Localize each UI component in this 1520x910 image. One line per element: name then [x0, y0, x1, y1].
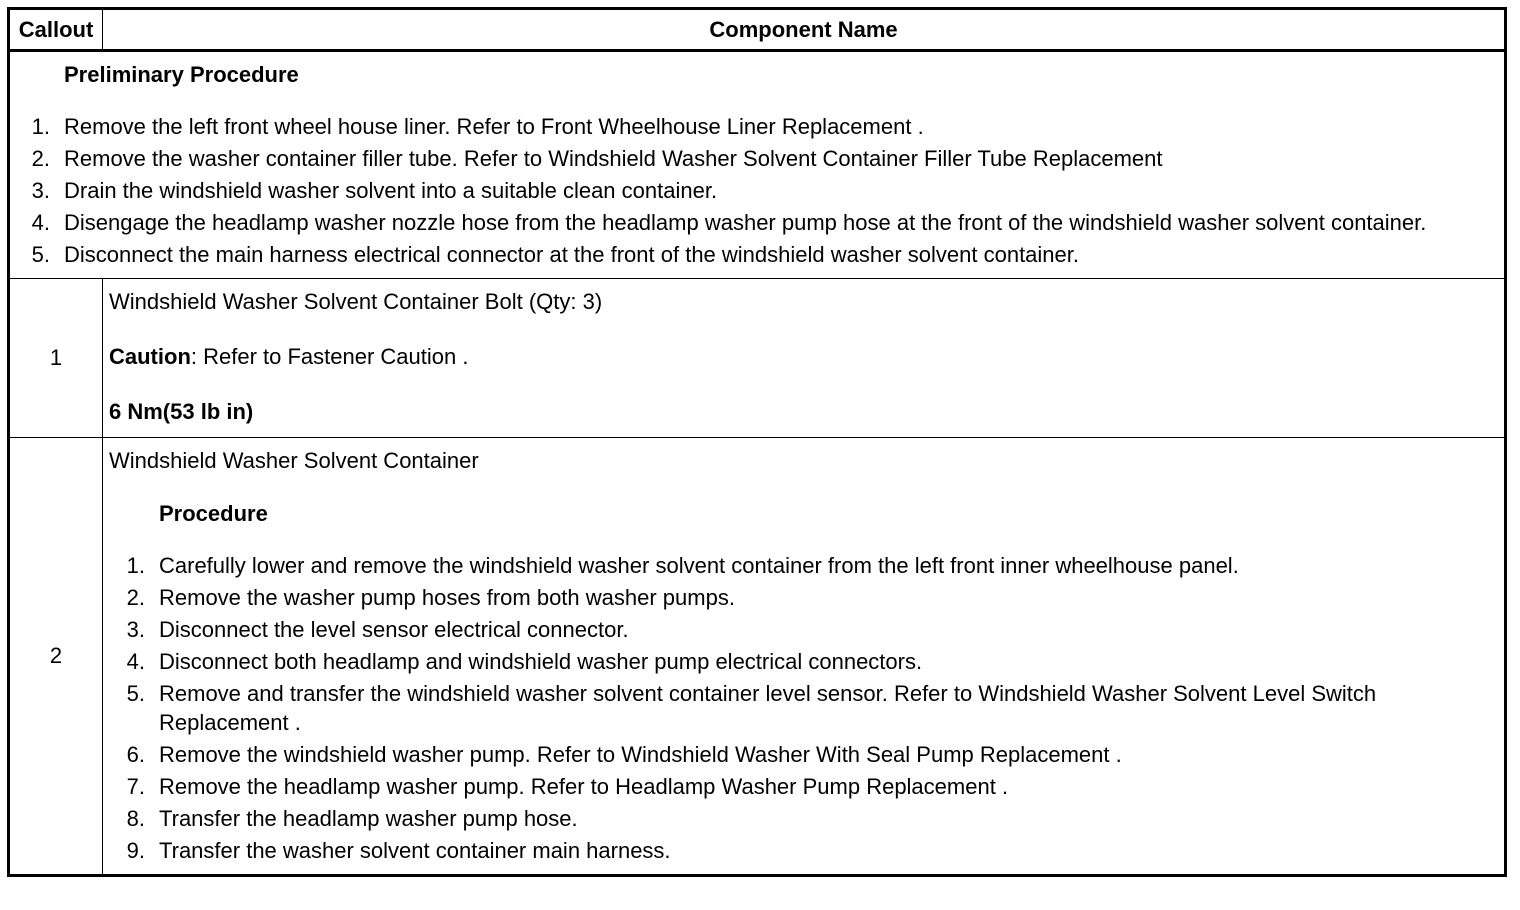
table-row [9, 438, 1506, 876]
step-number: 7. [126, 774, 145, 799]
step-number: 4. [31, 210, 50, 235]
list-item [10, 240, 1504, 269]
component-title: Windshield Washer Solvent Container Bolt (Qty: 3) [109, 289, 603, 314]
step-number: 1. [31, 114, 50, 139]
table-row [9, 279, 1506, 438]
list-item [10, 112, 1504, 141]
step-text: Disconnect the main harness electrical connector at the front of the windshield washer solvent container. [64, 242, 1079, 267]
caution-text: : Refer to Fastener Caution . [190, 344, 469, 369]
step-number: 3. [126, 617, 145, 642]
list-item [103, 679, 1504, 737]
list-item [10, 208, 1504, 237]
preliminary-row [9, 51, 1506, 279]
step-number: 9. [126, 838, 145, 863]
list-item [103, 740, 1504, 769]
step-text: Remove and transfer the windshield washer solvent container level sensor. Refer to Windshield Washer Solvent Level Switch Replacement . [159, 681, 1377, 735]
step-text: Remove the windshield washer pump. Refer to Windshield Washer With Seal Pump Replacement . [159, 742, 1122, 767]
step-text: Remove the washer container filler tube. Refer to Windshield Washer Solvent Container Filler Tube Replacement [64, 146, 1163, 171]
step-text: Disconnect both headlamp and windshield washer pump electrical connectors. [159, 649, 923, 674]
step-text: Remove the washer pump hoses from both washer pumps. [159, 585, 735, 610]
procedure-steps [103, 551, 1504, 865]
list-item [103, 583, 1504, 612]
step-text: Drain the windshield washer solvent into a suitable clean container. [64, 178, 718, 203]
procedure-heading: Procedure [159, 501, 268, 526]
step-number: 4. [126, 649, 145, 674]
step-number: 2. [31, 146, 50, 171]
list-item [10, 176, 1504, 205]
header-row [9, 9, 1506, 51]
list-item [10, 144, 1504, 173]
step-number: 6. [126, 742, 145, 767]
list-item [103, 836, 1504, 865]
header-component-name: Component Name [103, 9, 1506, 51]
list-item [103, 772, 1504, 801]
step-number: 5. [126, 681, 145, 706]
component-cell [103, 438, 1506, 876]
step-text: Transfer the headlamp washer pump hose. [159, 806, 578, 831]
component-table [7, 7, 1507, 877]
preliminary-cell [9, 51, 1506, 279]
caution-note [109, 342, 1504, 371]
component-cell [103, 279, 1506, 438]
step-number: 5. [31, 242, 50, 267]
list-item [103, 615, 1504, 644]
preliminary-heading: Preliminary Procedure [64, 62, 299, 87]
list-item [103, 647, 1504, 676]
step-text: Carefully lower and remove the windshield washer solvent container from the left front inner wheelhouse panel. [159, 553, 1239, 578]
step-text: Disconnect the level sensor electrical connector. [159, 617, 629, 642]
step-text: Remove the left front wheel house liner. Refer to Front Wheelhouse Liner Replacement . [64, 114, 924, 139]
list-item [103, 551, 1504, 580]
header-callout: Callout [9, 9, 103, 51]
step-text: Transfer the washer solvent container main harness. [159, 838, 671, 863]
step-number: 1. [126, 553, 145, 578]
callout-number: 1 [9, 279, 103, 438]
step-number: 2. [126, 585, 145, 610]
step-text: Remove the headlamp washer pump. Refer to Headlamp Washer Pump Replacement . [159, 774, 1009, 799]
callout-number: 2 [9, 438, 103, 876]
caution-label: Caution [109, 344, 191, 369]
step-number: 3. [31, 178, 50, 203]
preliminary-steps [10, 112, 1504, 269]
component-title: Windshield Washer Solvent Container [109, 448, 479, 473]
torque-spec: 6 Nm(53 lb in) [109, 399, 254, 424]
step-text: Disengage the headlamp washer nozzle hose from the headlamp washer pump hose at the front of the windshield washer solvent container. [64, 210, 1427, 235]
step-number: 8. [126, 806, 145, 831]
list-item [103, 804, 1504, 833]
